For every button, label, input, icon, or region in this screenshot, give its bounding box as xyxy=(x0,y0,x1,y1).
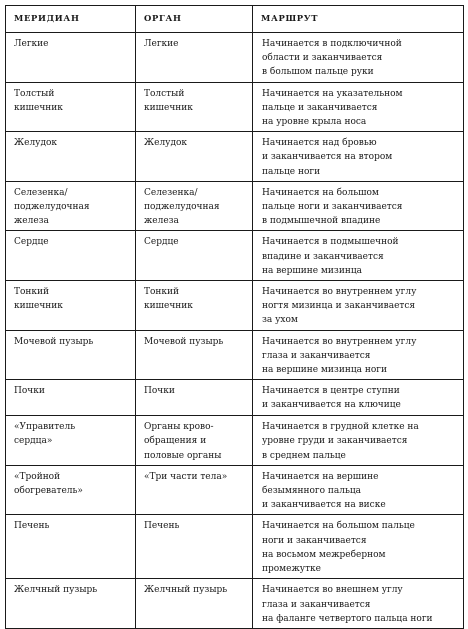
cell-line: впадине и заканчивается xyxy=(262,251,384,262)
table-body xyxy=(6,33,464,629)
cell-line: Легкие xyxy=(144,39,179,49)
cell-line: Почки xyxy=(144,386,175,397)
cell-line: «Управитель xyxy=(14,422,76,433)
table-row xyxy=(6,181,464,231)
cell-line: железа xyxy=(14,216,49,227)
meridian-cell xyxy=(6,82,136,132)
table-row xyxy=(6,132,464,182)
cell-line: на фаланге четвертого пальца ноги xyxy=(262,613,433,624)
meridian-cell xyxy=(6,416,136,466)
route-cell xyxy=(253,33,464,83)
table-row xyxy=(6,515,464,579)
cell-line: уровне груди и заканчивается xyxy=(262,436,408,447)
cell-line: Начинается во внешнем углу xyxy=(262,585,403,596)
cell-line: Толстый xyxy=(144,88,185,99)
cell-line: половые органы xyxy=(144,450,222,461)
cell-line: сердца» xyxy=(14,436,53,447)
cell-line: Начинается над бровью xyxy=(262,138,377,149)
document-page xyxy=(5,5,463,624)
table-row xyxy=(6,33,464,83)
route-cell xyxy=(253,82,464,132)
meridian-cell xyxy=(6,281,136,331)
route-cell xyxy=(253,579,464,629)
meridian-cell xyxy=(6,231,136,281)
meridian-table xyxy=(5,5,464,629)
cell-line: Органы крово- xyxy=(144,422,214,433)
meridian-cell xyxy=(6,465,136,515)
cell-line: ноги и заканчивается xyxy=(262,535,367,546)
cell-line: Начинается на большом xyxy=(262,187,379,198)
cell-line: на уровне крыла носа xyxy=(262,117,367,128)
route-cell xyxy=(253,515,464,579)
cell-line: Селезенка/ xyxy=(14,187,68,198)
table-row xyxy=(6,380,464,416)
organ-cell xyxy=(136,281,253,331)
route-cell xyxy=(253,281,464,331)
route-cell xyxy=(253,416,464,466)
table-row xyxy=(6,82,464,132)
cell-line: Начинается на указательном xyxy=(262,88,403,99)
cell-line: в большом пальце руки xyxy=(262,67,374,78)
cell-line: и заканчивается на виске xyxy=(262,500,386,511)
organ-cell xyxy=(136,231,253,281)
header-organ: ОРГАН xyxy=(136,6,253,33)
cell-line: Желчный пузырь xyxy=(14,585,98,596)
cell-line: Мочевой пузырь xyxy=(14,336,94,347)
cell-line: и заканчивается на втором xyxy=(262,152,393,163)
cell-line: Желудок xyxy=(14,138,58,149)
route-cell xyxy=(253,132,464,182)
cell-line: Начинается в грудной клетке на xyxy=(262,422,419,433)
organ-cell xyxy=(136,82,253,132)
cell-line: пальце и заканчивается xyxy=(262,102,378,113)
organ-cell xyxy=(136,181,253,231)
cell-line: кишечник xyxy=(144,102,193,113)
route-cell xyxy=(253,231,464,281)
cell-line: Начинается на вершине xyxy=(262,471,379,482)
organ-cell xyxy=(136,465,253,515)
header-row xyxy=(6,6,464,33)
cell-line: поджелудочная xyxy=(144,202,220,213)
cell-line: кишечник xyxy=(14,301,63,312)
table-row xyxy=(6,416,464,466)
cell-line: области и заканчивается xyxy=(262,53,383,64)
meridian-cell xyxy=(6,515,136,579)
cell-line: Начинается в подмышечной xyxy=(262,237,399,248)
cell-line: Сердце xyxy=(144,237,179,248)
organ-cell xyxy=(136,416,253,466)
cell-line: кишечник xyxy=(144,301,193,312)
cell-line: обращения и xyxy=(144,436,207,447)
cell-line: ногтя мизинца и заканчивается xyxy=(262,301,416,312)
cell-line: Начинается на большом пальце xyxy=(262,521,415,532)
cell-line: пальце ноги xyxy=(262,166,321,177)
cell-line: Сердце xyxy=(14,237,49,248)
cell-line: Толстый xyxy=(14,88,55,99)
organ-cell xyxy=(136,380,253,416)
header-meridian: МЕРИДИАН xyxy=(6,6,136,33)
table-row xyxy=(6,465,464,515)
table-row xyxy=(6,231,464,281)
cell-line: обогреватель» xyxy=(14,486,83,497)
organ-cell xyxy=(136,330,253,380)
route-cell xyxy=(253,465,464,515)
cell-line: в подмышечной впадине xyxy=(262,216,381,227)
cell-line: глаза и заканчивается xyxy=(262,599,371,610)
meridian-cell xyxy=(6,330,136,380)
meridian-cell xyxy=(6,181,136,231)
cell-line: поджелудочная xyxy=(14,202,90,213)
cell-line: Мочевой пузырь xyxy=(144,336,224,347)
meridian-cell xyxy=(6,33,136,83)
route-cell xyxy=(253,380,464,416)
cell-line: железа xyxy=(144,216,179,227)
cell-line: Желудок xyxy=(144,138,188,149)
cell-line: Желчный пузырь xyxy=(144,585,228,596)
table-row xyxy=(6,330,464,380)
cell-line: Печень xyxy=(144,521,180,532)
cell-line: на вершине мизинца xyxy=(262,265,362,276)
cell-line: глаза и заканчивается xyxy=(262,350,371,361)
organ-cell xyxy=(136,33,253,83)
route-cell xyxy=(253,330,464,380)
cell-line: «Три части тела» xyxy=(144,471,228,482)
cell-line: Легкие xyxy=(14,39,49,49)
table-row xyxy=(6,579,464,629)
cell-line: Тонкий xyxy=(14,287,50,298)
cell-line: Тонкий xyxy=(144,287,180,298)
cell-line: на вершине мизинца ноги xyxy=(262,365,387,376)
cell-line: промежутке xyxy=(262,564,322,575)
cell-line: Начинается в подключичной xyxy=(262,39,402,49)
cell-line: и заканчивается на ключице xyxy=(262,400,401,411)
header-route: МАРШРУТ xyxy=(253,6,464,33)
cell-line: пальце ноги и заканчивается xyxy=(262,202,403,213)
meridian-cell xyxy=(6,380,136,416)
cell-line: Печень xyxy=(14,521,50,532)
cell-line: Почки xyxy=(14,386,45,397)
organ-cell xyxy=(136,515,253,579)
cell-line: на восьмом межреберном xyxy=(262,549,386,560)
cell-line: «Тройной xyxy=(14,471,61,482)
cell-line: за ухом xyxy=(262,315,298,326)
cell-line: Начинается в центре ступни xyxy=(262,386,400,397)
organ-cell xyxy=(136,579,253,629)
cell-line: кишечник xyxy=(14,102,63,113)
cell-line: безымянного пальца xyxy=(262,486,362,497)
meridian-cell xyxy=(6,132,136,182)
cell-line: Начинается во внутреннем углу xyxy=(262,336,417,347)
cell-line: в среднем пальце xyxy=(262,450,346,461)
table-row xyxy=(6,281,464,331)
meridian-cell xyxy=(6,579,136,629)
route-cell xyxy=(253,181,464,231)
cell-line: Селезенка/ xyxy=(144,187,198,198)
cell-line: Начинается во внутреннем углу xyxy=(262,287,417,298)
organ-cell xyxy=(136,132,253,182)
